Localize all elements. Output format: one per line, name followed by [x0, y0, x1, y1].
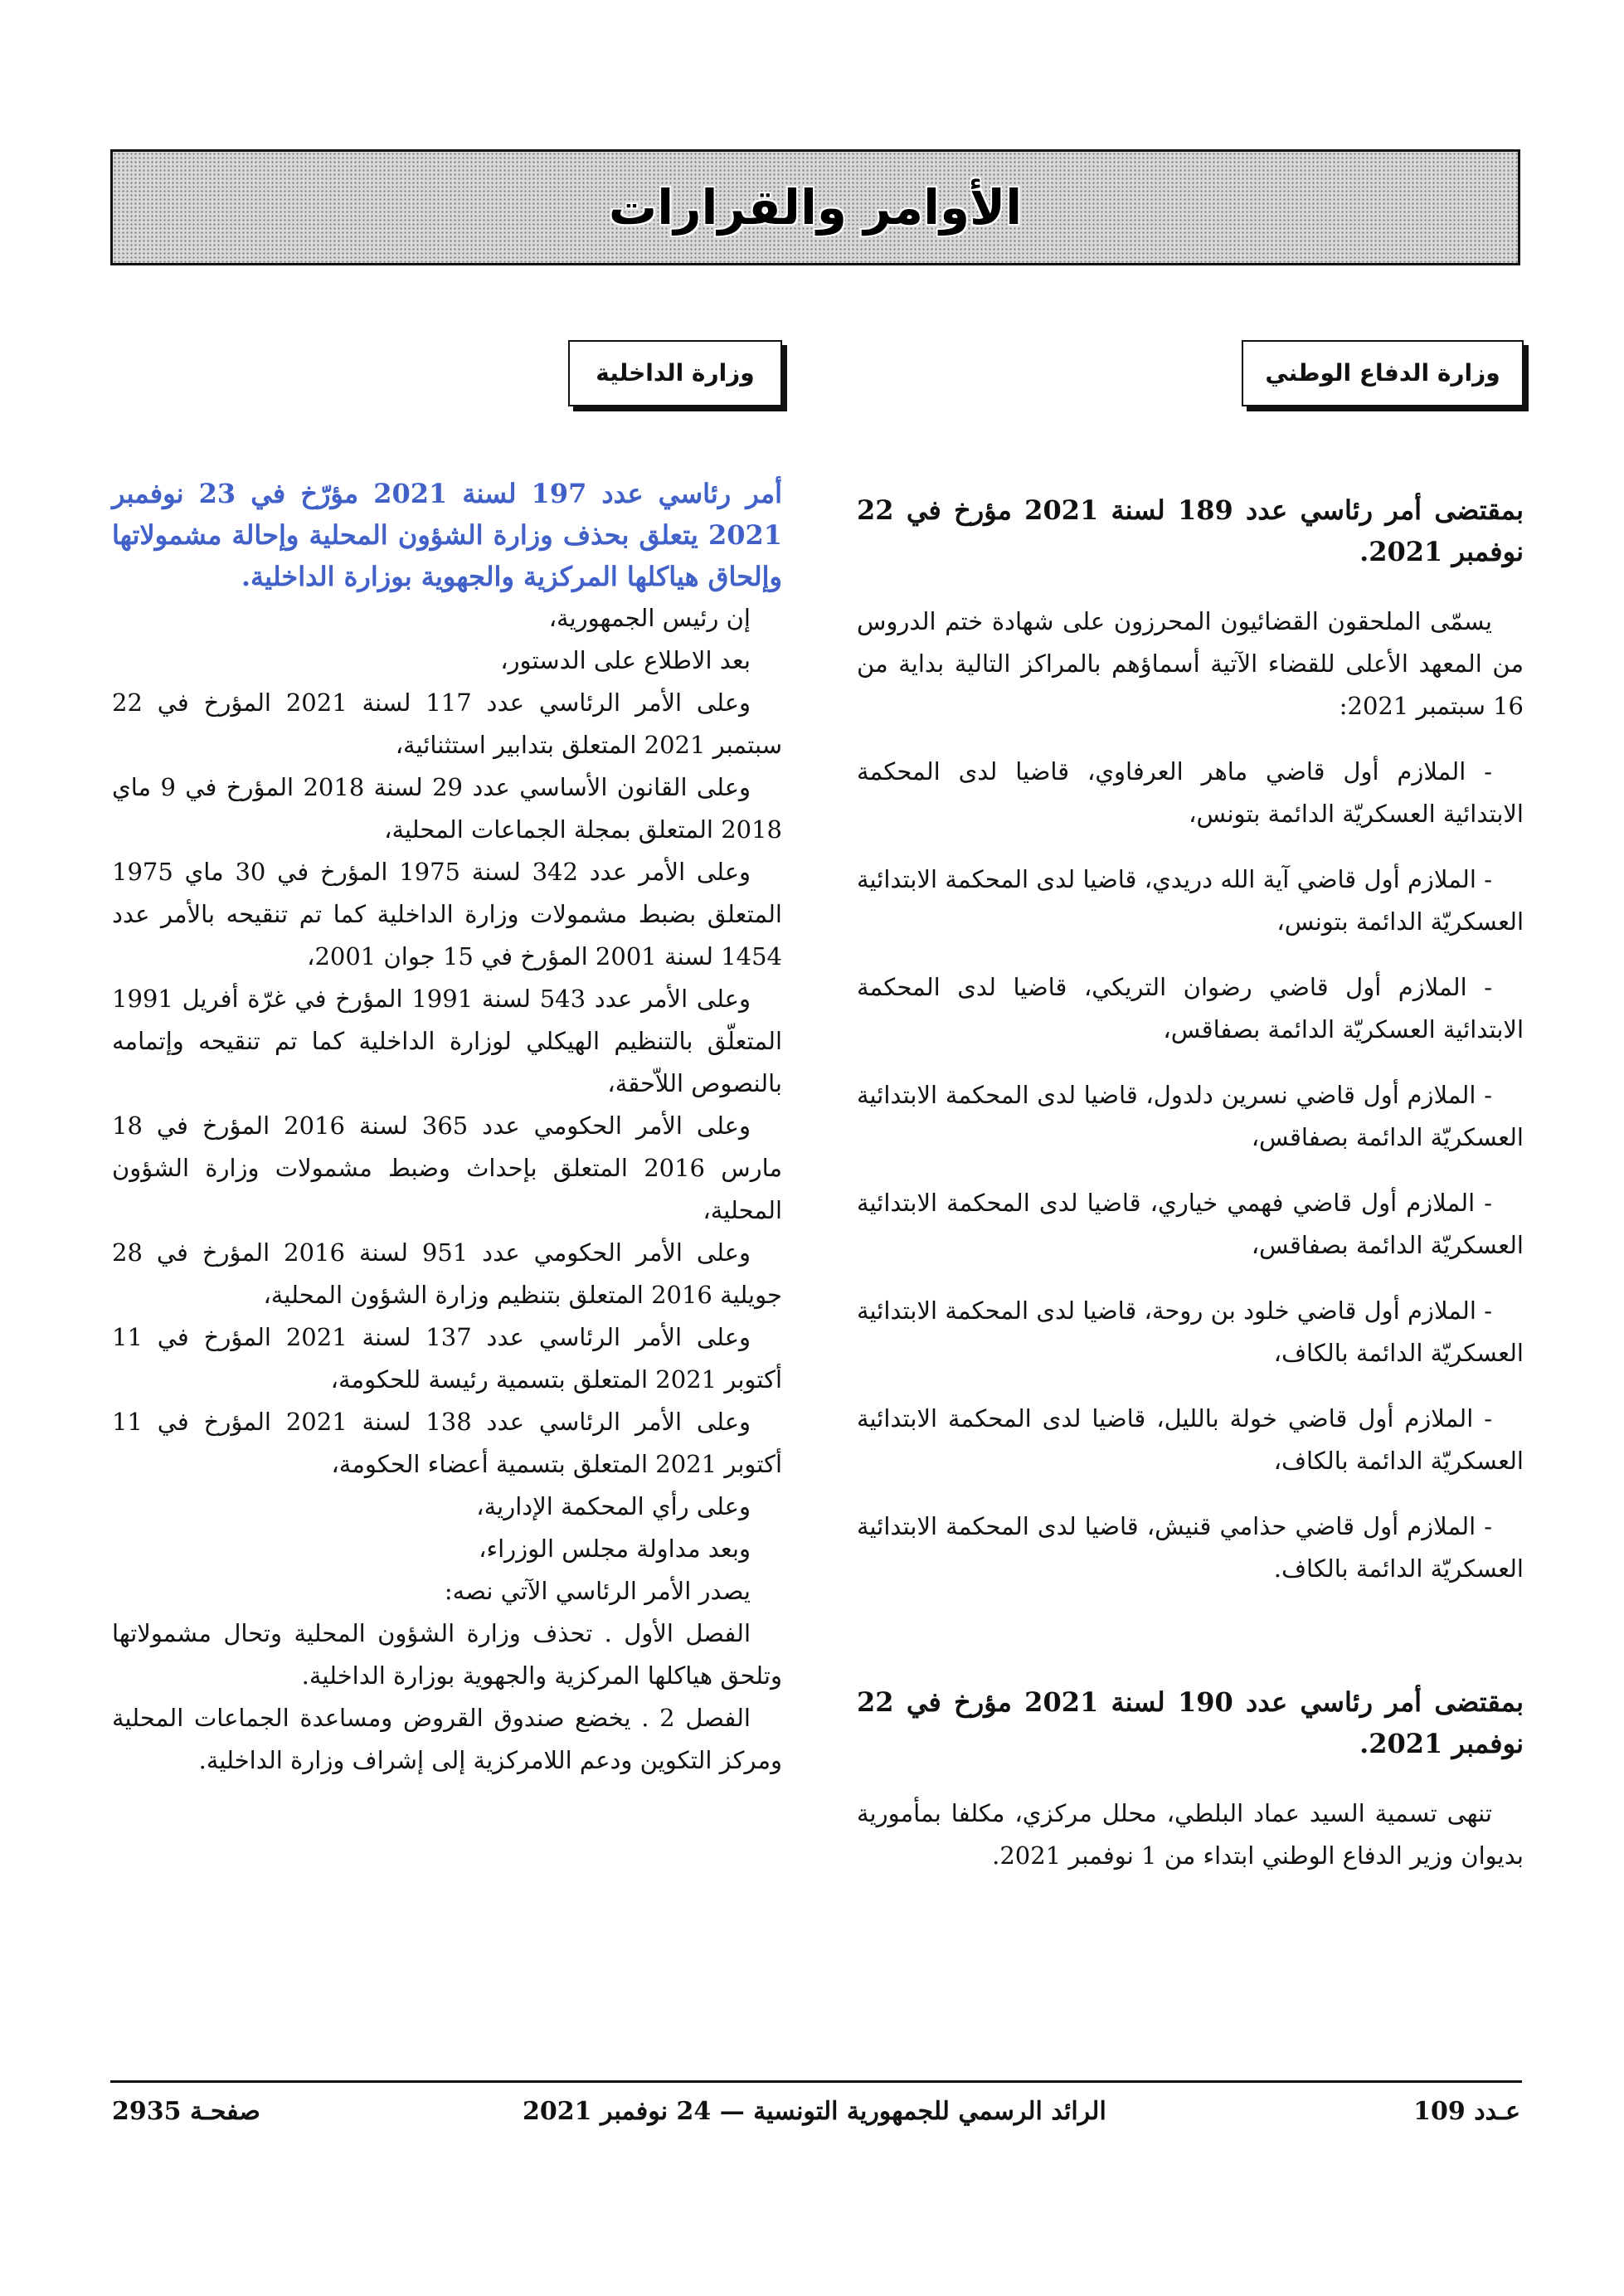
decree-paragraph: وعلى الأمر الرئاسي عدد 138 لسنة 2021 المؤرخ في 11 أكتوبر 2021 المتعلق بتسمية أعضاء الحكومة، [112, 1408, 782, 1479]
ministry-defense-label: وزارة الدفاع الوطني [1242, 340, 1524, 406]
decree-190-body: تنهى تسمية السيد عماد البلطي، محلل مركزي، مكلفا بمأمورية بديوان وزير الدفاع الوطني ابتداء من 1 نوفمبر 2021. [857, 1799, 1524, 1870]
decree-paragraph: وعلى الأمر عدد 543 لسنة 1991 المؤرخ في غرّة أفريل 1991 المتعلّق بالتنظيم الهيكلي لوزارة الداخلية كما تم تنقيحه وإتمامه بالنصوص اللاّحقة، [112, 985, 782, 1098]
decree-190-heading: بمقتضى أمر رئاسي عدد 190 لسنة 2021 مؤرخ في 22 نوفمبر 2021. [857, 1686, 1524, 1760]
ministry-interior-label: وزارة الداخلية [568, 340, 782, 406]
appointment-item: - الملازم أول قاضي خلود بن روحة، قاضيا لدى المحكمة الابتدائية العسكريّة الدائمة بالكاف، [857, 1296, 1524, 1368]
decree-paragraph: وعلى الأمر الرئاسي عدد 137 لسنة 2021 المؤرخ في 11 أكتوبر 2021 المتعلق بتسمية رئيسة للحكومة، [112, 1323, 782, 1394]
decree-197 [112, 473, 782, 1782]
appointment-item: - الملازم أول قاضي ماهر العرفاوي، قاضيا لدى المحكمة الابتدائية العسكريّة الدائمة بتونس، [857, 757, 1524, 829]
article-1: الفصل الأول . تحذف وزارة الشؤون المحلية وتحال مشمولاتها وتلحق هياكلها المركزية والجهوية بوزارة الداخلية. [112, 1619, 782, 1690]
right-column [857, 340, 1524, 1877]
decree-paragraph: وعلى الأمر عدد 342 لسنة 1975 المؤرخ في 30 ماي 1975 المتعلق بضبط مشمولات وزارة الداخلية كما تم تنقيحه بالأمر عدد 1454 لسنة 2001 المؤرخ في 15 جوان 2001، [112, 858, 782, 971]
appointment-item: - الملازم أول قاضي حذامي قنيش، قاضيا لدى المحكمة الابتدائية العسكريّة الدائمة بالكاف. [857, 1512, 1524, 1583]
decree-paragraph: وبعد مداولة مجلس الوزراء، [479, 1535, 751, 1564]
section-banner [110, 149, 1520, 265]
issue-number: عـدد 109 [1413, 2097, 1520, 2126]
appointment-item: - الملازم أول قاضي فهمي خياري، قاضيا لدى المحكمة الابتدائية العسكريّة الدائمة بصفاقس، [857, 1189, 1524, 1260]
appointment-item: - الملازم أول قاضي آية الله دريدي، قاضيا لدى المحكمة الابتدائية العسكريّة الدائمة بتونس، [857, 865, 1524, 936]
decree-paragraph: إن رئيس الجمهورية، [548, 604, 751, 633]
decree-paragraph: وعلى الأمر الرئاسي عدد 117 لسنة 2021 المؤرخ في 22 سبتمبر 2021 المتعلق بتدابير استثنائية، [112, 688, 782, 760]
appointment-item: - الملازم أول قاضي نسرين دلدول، قاضيا لدى المحكمة الابتدائية العسكريّة الدائمة بصفاقس، [857, 1081, 1524, 1152]
page-number: صفحـة 2935 [112, 2097, 260, 2126]
decree-190 [857, 1681, 1524, 1877]
footer-rule [110, 2080, 1522, 2083]
left-column [112, 340, 782, 1782]
appointment-item: - الملازم أول قاضي رضوان التريكي، قاضيا لدى المحكمة الابتدائية العسكريّة الدائمة بصفاقس، [857, 973, 1524, 1044]
decree-paragraph: وعلى الأمر الحكومي عدد 365 لسنة 2016 المؤرخ في 18 مارس 2016 المتعلق بإحداث وضبط مشمولات وزارة الشؤون المحلية، [112, 1112, 783, 1225]
appointment-item: - الملازم أول قاضي خولة بالليل، قاضيا لدى المحكمة الابتدائية العسكريّة الدائمة بالكاف، [857, 1404, 1524, 1476]
decree-paragraph: يصدر الأمر الرئاسي الآتي نصه: [444, 1577, 751, 1606]
journal-title-date: الرائد الرسمي للجمهورية التونسية — 24 نوفمبر 2021 [523, 2097, 1106, 2126]
article-2: الفصل 2 . يخضع صندوق القروض ومساعدة الجماعات المحلية ومركز التكوين ودعم اللامركزية إلى إشراف وزارة الداخلية. [112, 1704, 782, 1775]
decree-197-heading: أمر رئاسي عدد 197 لسنة 2021 مؤرّخ في 23 نوفمبر 2021 يتعلق بحذف وزارة الشؤون المحلية وإحالة مشمولاتها وإلحاق هياكلها المركزية والجهوية بوزارة الداخلية. [112, 478, 783, 593]
section-title: الأوامر والقرارات [608, 179, 1023, 236]
decree-paragraph: بعد الاطلاع على الدستور، [500, 646, 751, 675]
decree-paragraph: وعلى القانون الأساسي عدد 29 لسنة 2018 المؤرخ في 9 ماي 2018 المتعلق بمجلة الجماعات المحلية، [112, 773, 782, 844]
decree-189-heading: بمقتضى أمر رئاسي عدد 189 لسنة 2021 مؤرخ في 22 نوفمبر 2021. [857, 494, 1524, 568]
decree-paragraph: وعلى رأي المحكمة الإدارية، [476, 1492, 751, 1521]
decree-paragraph: وعلى الأمر الحكومي عدد 951 لسنة 2016 المؤرخ في 28 جويلية 2016 المتعلق بتنظيم وزارة الشؤون المحلية، [112, 1238, 782, 1310]
decree-189-intro: يسمّى الملحقون القضائيون المحرزون على شهادة ختم الدروس من المعهد الأعلى للقضاء الآتية أسماؤهم بالمراكز التالية بداية من 16 سبتمبر 2021: [857, 607, 1524, 721]
decree-189 [857, 489, 1524, 1590]
